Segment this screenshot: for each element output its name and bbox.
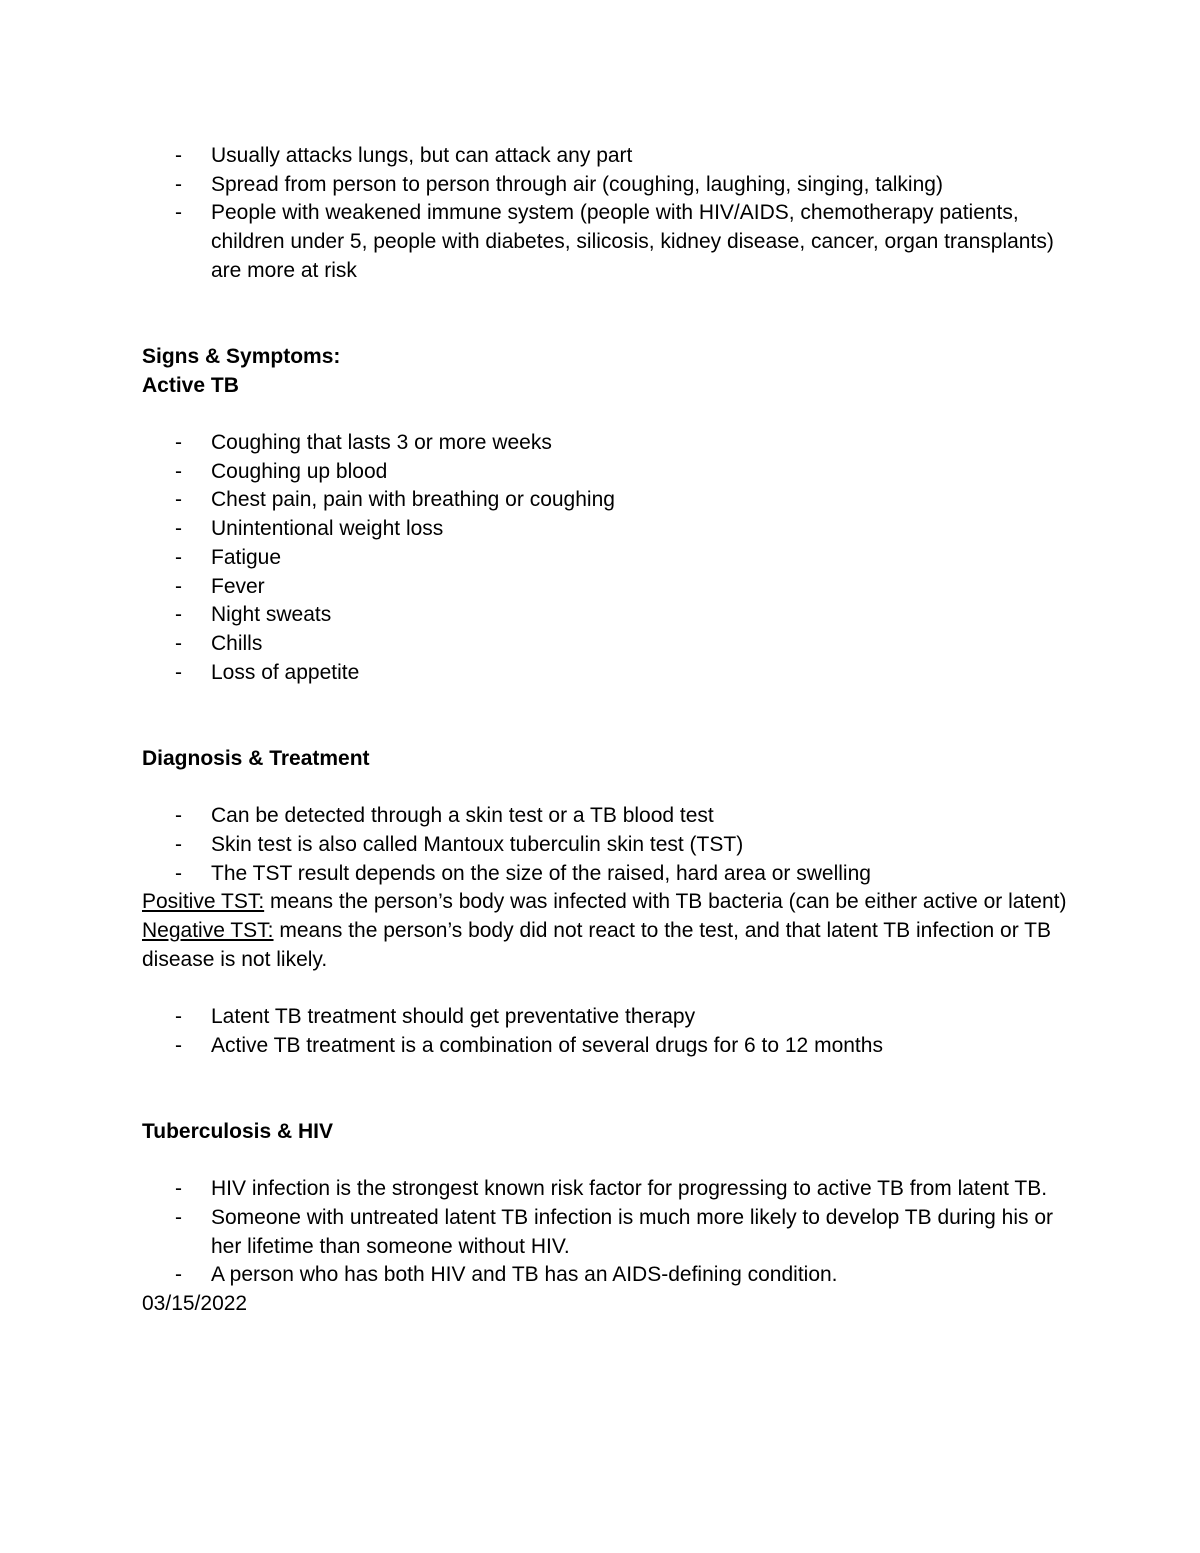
document-date: 03/15/2022 bbox=[142, 1292, 248, 1316]
list-item-text: Coughing up blood bbox=[211, 459, 388, 483]
intro-list bbox=[142, 142, 1072, 286]
tb-hiv-heading: Tuberculosis & HIV bbox=[142, 1119, 333, 1143]
dash-marker: - bbox=[175, 488, 182, 512]
list-item bbox=[142, 1175, 1072, 1204]
list-item bbox=[142, 199, 1072, 285]
list-item-text: Spread from person to person through air (coughing, laughing, singing, talking) bbox=[211, 172, 943, 196]
dash-marker: - bbox=[175, 660, 182, 684]
dash-marker: - bbox=[175, 1263, 182, 1287]
list-item-text: Chills bbox=[211, 631, 263, 655]
symptoms-list bbox=[142, 429, 1072, 687]
negative-tst-paragraph bbox=[142, 917, 1072, 974]
list-item-text: Can be detected through a skin test or a TB blood test bbox=[211, 804, 714, 828]
negative-tst-label: Negative TST: bbox=[142, 918, 274, 942]
dash-marker: - bbox=[175, 603, 182, 627]
list-item bbox=[142, 601, 1072, 630]
list-item bbox=[142, 1204, 1072, 1261]
diagnosis-list bbox=[142, 802, 1072, 888]
treatment-list bbox=[142, 1003, 1072, 1060]
list-item bbox=[142, 831, 1072, 860]
signs-heading: Signs & Symptoms: bbox=[142, 344, 341, 368]
dash-marker: - bbox=[175, 1033, 182, 1057]
list-item-text: Coughing that lasts 3 or more weeks bbox=[211, 431, 552, 454]
dash-marker: - bbox=[175, 574, 182, 598]
list-item-text: Active TB treatment is a combination of several drugs for 6 to 12 months bbox=[211, 1033, 883, 1057]
list-item bbox=[142, 659, 1072, 688]
list-item bbox=[142, 630, 1072, 659]
dash-marker: - bbox=[175, 1205, 182, 1229]
diagnosis-heading: Diagnosis & Treatment bbox=[142, 746, 370, 770]
list-item bbox=[142, 142, 1072, 171]
list-item bbox=[142, 429, 1072, 458]
list-item-text: Usually attacks lungs, but can attack any part bbox=[211, 144, 633, 167]
dash-marker: - bbox=[175, 201, 182, 225]
list-item bbox=[142, 860, 1072, 889]
dash-marker: - bbox=[175, 545, 182, 569]
dash-marker: - bbox=[175, 832, 182, 856]
list-item bbox=[142, 515, 1072, 544]
list-item bbox=[142, 458, 1072, 487]
positive-tst-label: Positive TST: bbox=[142, 890, 265, 914]
positive-tst-paragraph bbox=[142, 888, 1072, 917]
list-item-text: HIV infection is the strongest known risk factor for progressing to active TB from latent TB. bbox=[211, 1177, 1048, 1201]
list-item bbox=[142, 573, 1072, 602]
list-item-text: Fatigue bbox=[211, 545, 282, 569]
list-item-text: People with weakened immune system (people with HIV/AIDS, chemotherapy patients, children under 5, people with diabetes, silicosis, kidney disease, cancer, organ transplants) are more at risk bbox=[211, 201, 1054, 282]
dash-marker: - bbox=[175, 861, 182, 885]
dash-marker: - bbox=[175, 144, 182, 167]
list-item-text: Unintentional weight loss bbox=[211, 517, 444, 541]
list-item-text: Chest pain, pain with breathing or coughing bbox=[211, 488, 615, 512]
dash-marker: - bbox=[175, 631, 182, 655]
list-item-text: The TST result depends on the size of the raised, hard area or swelling bbox=[211, 861, 871, 885]
list-item-text: Loss of appetite bbox=[211, 660, 360, 684]
list-item-text: Fever bbox=[211, 574, 265, 598]
dash-marker: - bbox=[175, 517, 182, 541]
list-item bbox=[142, 171, 1072, 200]
list-item-text: Someone with untreated latent TB infection is much more likely to develop TB during his or her lifetime than someone without HIV. bbox=[211, 1205, 1053, 1258]
list-item-text: A person who has both HIV and TB has an AIDS-defining condition. bbox=[211, 1263, 838, 1287]
dash-marker: - bbox=[175, 804, 182, 828]
list-item bbox=[142, 1032, 1072, 1061]
list-item bbox=[142, 802, 1072, 831]
negative-tst-text: means the person’s body did not react to the test, and that latent TB infection or TB disease is not likely. bbox=[142, 918, 1051, 971]
dash-marker: - bbox=[175, 459, 182, 483]
dash-marker: - bbox=[175, 1005, 182, 1029]
list-item bbox=[142, 544, 1072, 573]
list-item-text: Skin test is also called Mantoux tuberculin skin test (TST) bbox=[211, 832, 744, 856]
positive-tst-text: means the person’s body was infected with TB bacteria (can be either active or latent) bbox=[264, 890, 1067, 914]
dash-marker: - bbox=[175, 172, 182, 196]
active-tb-subheading: Active TB bbox=[142, 373, 239, 397]
list-item bbox=[142, 486, 1072, 515]
tb-hiv-list bbox=[142, 1175, 1072, 1290]
dash-marker: - bbox=[175, 431, 182, 454]
list-item bbox=[142, 1261, 1072, 1290]
list-item-text: Latent TB treatment should get preventative therapy bbox=[211, 1005, 696, 1029]
dash-marker: - bbox=[175, 1177, 182, 1201]
list-item bbox=[142, 1003, 1072, 1032]
list-item-text: Night sweats bbox=[211, 603, 332, 627]
document-page bbox=[142, 142, 1072, 1319]
